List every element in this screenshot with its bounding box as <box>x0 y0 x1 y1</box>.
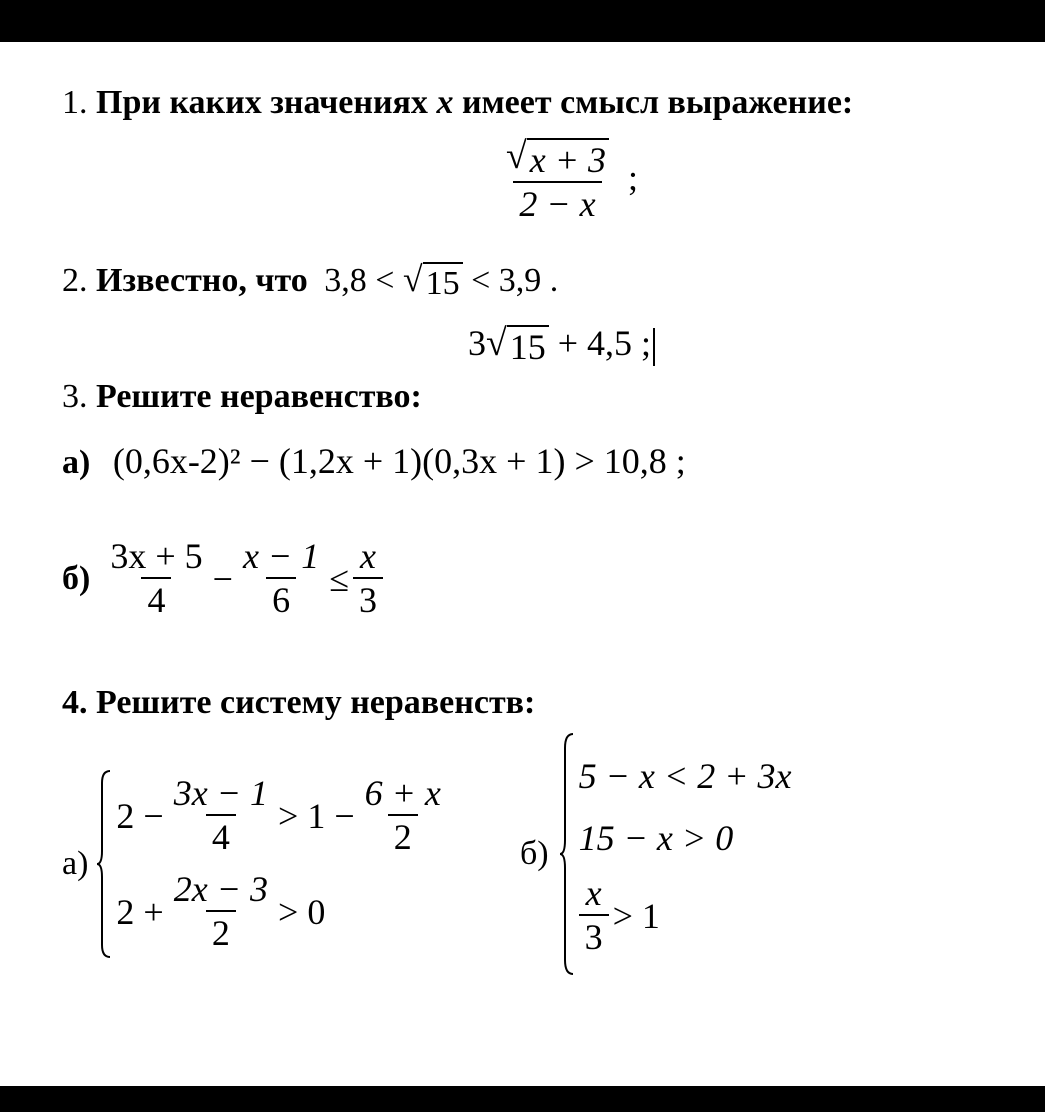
q3b-label: б) <box>62 560 91 598</box>
q3b-frac1 <box>104 536 208 623</box>
q3b-line <box>62 536 387 623</box>
q2-ineq-sqrt-content: 15 <box>423 262 463 303</box>
q4b-rows <box>579 744 792 964</box>
q3b-frac3 <box>353 536 383 623</box>
q4b-row3-frac <box>579 873 609 960</box>
q2-number: 2. <box>62 262 88 299</box>
q3a-label: а) <box>62 444 91 481</box>
q4-number: 4. <box>62 684 88 721</box>
q4a-row1-frac1-num: 3x − 1 <box>173 772 269 813</box>
q3a-line <box>62 440 686 482</box>
q1-fraction <box>500 136 615 227</box>
q3-number: 3. <box>62 378 88 415</box>
q4-title-line <box>62 684 535 722</box>
q1-sqrt <box>506 135 609 181</box>
bottom-black-bar <box>0 1086 1045 1112</box>
top-black-bar <box>0 0 1045 42</box>
q4b-row3-tail: > 1 <box>612 896 660 936</box>
q1-sqrt-content: x + 3 <box>527 138 609 181</box>
q4a-row1 <box>116 768 450 864</box>
q4b-row3 <box>579 868 792 964</box>
q4a-row1-frac1-den: 4 <box>206 814 236 859</box>
q4a-row1-lead: 2 − <box>116 796 164 836</box>
q3b-frac3-num: x <box>360 536 376 576</box>
q4a-row1-frac2-den: 2 <box>388 814 418 859</box>
q2-expression <box>468 322 655 368</box>
q4-title: Решите систему неравенств: <box>96 684 536 721</box>
q1-number: 1. <box>62 84 88 121</box>
q1-tail: ; <box>628 157 639 198</box>
text-cursor <box>653 328 655 366</box>
q2-text: Известно, что <box>96 262 308 299</box>
q4a-row1-frac1 <box>168 773 274 860</box>
q4a-row1-frac2-num: 6 + x <box>364 772 441 813</box>
q4a-row2-frac-num: 2x − 3 <box>173 868 269 909</box>
q4b-row2: 15 − x > 0 <box>578 818 734 858</box>
q3b-frac2-num: x − 1 <box>242 536 320 576</box>
q2-ineq-sqrt <box>402 259 463 303</box>
q4a-row2-tail: > 0 <box>278 892 326 932</box>
q3-title: Решите неравенство: <box>96 378 422 415</box>
left-brace-icon <box>559 732 575 976</box>
q4a-rows <box>116 768 450 960</box>
q1-expression <box>496 136 638 227</box>
left-brace-icon <box>96 769 112 959</box>
q4b-row1: 5 − x < 2 + 3x <box>578 756 792 796</box>
q4a-row1-frac2 <box>359 773 447 860</box>
q4a-row2-frac <box>168 869 274 956</box>
q4a-system <box>62 768 451 960</box>
q3b-frac2-den: 6 <box>266 577 296 622</box>
q3b-relation: ≤ <box>329 559 349 600</box>
q2-ineq-right: < 3,9 . <box>471 262 559 299</box>
q4b-system <box>520 732 791 976</box>
q4b-row3-frac-num: x <box>585 872 602 913</box>
q3b-frac1-den: 4 <box>141 577 171 622</box>
q3b-frac3-den: 3 <box>353 577 383 622</box>
q2-line <box>62 259 559 303</box>
q2-ineq-left: 3,8 < <box>324 262 395 299</box>
q3-title-line <box>62 378 422 416</box>
q2-expr-sqrt-content: 15 <box>507 325 549 368</box>
q4a-row1-mid: > 1 − <box>278 796 355 836</box>
q3b-minus: − <box>212 559 233 600</box>
sqrt-icon: √ <box>486 322 507 364</box>
q3a-expression: (0,6x-2)² − (1,2x + 1)(0,3x + 1) > 10,8 ; <box>112 441 686 481</box>
sqrt-icon: √ <box>506 135 527 177</box>
q3b-frac2 <box>237 536 325 623</box>
q4a-row2 <box>116 864 450 960</box>
q4a-row2-lead: 2 + <box>116 892 164 932</box>
q1-var: x <box>436 84 454 121</box>
q3b-frac1-num: 3x + 5 <box>110 536 203 576</box>
q4b-label: б) <box>520 835 549 872</box>
q2-expr-tail: + 4,5 ; <box>557 323 652 363</box>
sqrt-icon: √ <box>402 259 423 299</box>
q4b-row3-frac-den: 3 <box>579 914 609 959</box>
q4a-label: а) <box>62 845 89 882</box>
q1-text-before: При каких значениях <box>96 84 428 121</box>
q1-line <box>62 84 853 122</box>
q1-numerator <box>500 136 615 181</box>
q2-expr-coef: 3 <box>468 323 486 363</box>
q2-expr-sqrt <box>486 322 549 368</box>
q1-text-after: имеет смысл выражение: <box>461 84 854 121</box>
q1-denominator: 2 − x <box>513 181 601 226</box>
q4a-row2-frac-den: 2 <box>206 910 236 955</box>
